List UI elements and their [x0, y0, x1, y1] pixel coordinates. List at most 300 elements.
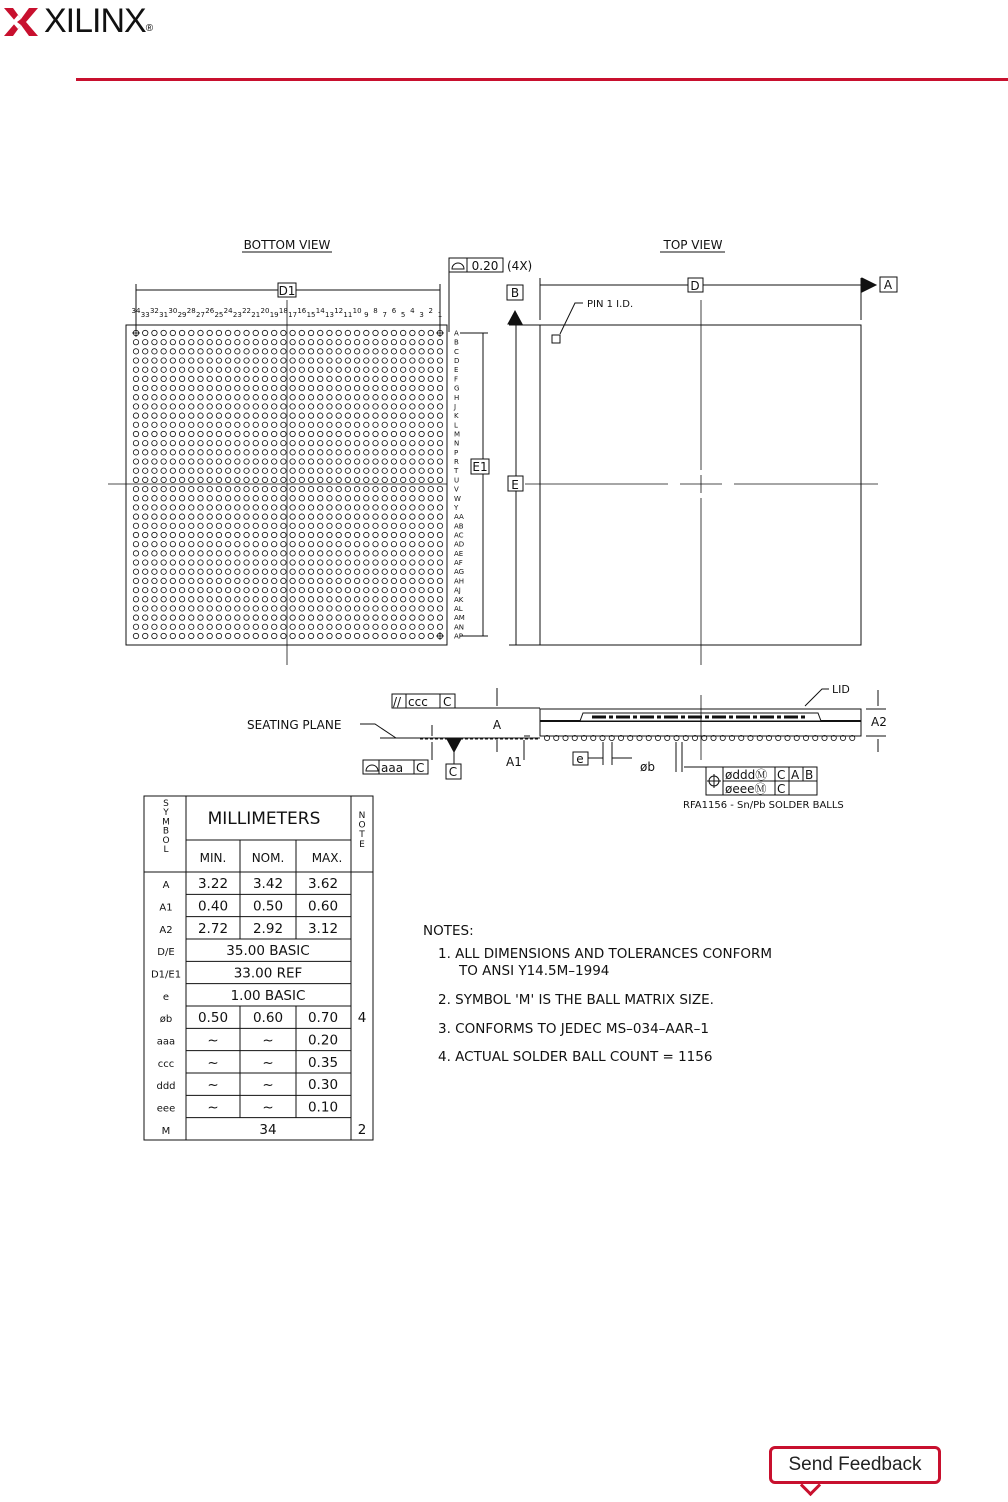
solder-ball: [400, 349, 405, 354]
solder-ball: [364, 514, 369, 519]
solder-ball: [428, 459, 433, 464]
solder-ball: [290, 505, 295, 510]
solder-ball: [382, 385, 387, 390]
solder-ball: [437, 496, 442, 501]
solder-ball: [437, 560, 442, 565]
solder-ball: [336, 532, 341, 537]
solder-ball: [345, 551, 350, 556]
solder-ball: [354, 431, 359, 436]
solder-ball: [244, 496, 249, 501]
solder-ball: [170, 587, 175, 592]
svg-text:S: S: [163, 799, 169, 809]
solder-ball: [345, 514, 350, 519]
solder-ball: [419, 440, 424, 445]
solder-ball: [179, 395, 184, 400]
solder-ball: [216, 615, 221, 620]
solder-ball: [179, 514, 184, 519]
solder-ball: [299, 505, 304, 510]
solder-ball: [308, 367, 313, 372]
row-letter: AK: [454, 595, 464, 604]
solder-ball: [225, 532, 230, 537]
solder-ball: [253, 339, 258, 344]
solder-ball: [179, 349, 184, 354]
solder-ball: [345, 422, 350, 427]
solder-ball: [308, 560, 313, 565]
solder-ball: [419, 541, 424, 546]
row-letter: N: [454, 439, 460, 448]
solder-ball: [189, 339, 194, 344]
solder-ball: [299, 523, 304, 528]
solder-ball: [382, 541, 387, 546]
solder-ball: [133, 569, 138, 574]
solder-ball: [428, 349, 433, 354]
solder-ball: [318, 606, 323, 611]
row-nom: ~: [262, 1077, 274, 1094]
solder-ball: [345, 560, 350, 565]
solder-ball: [170, 358, 175, 363]
solder-ball: [133, 431, 138, 436]
solder-ball: [354, 450, 359, 455]
column-number: 34: [131, 307, 141, 315]
solder-ball: [179, 440, 184, 445]
dim-a1-label: A1: [506, 755, 522, 769]
solder-ball: [262, 523, 267, 528]
row-letter: A: [454, 329, 459, 338]
solder-ball: [391, 349, 396, 354]
solder-ball: [133, 358, 138, 363]
solder-ball: [189, 532, 194, 537]
solder-ball: [299, 486, 304, 491]
solder-ball: [382, 330, 387, 335]
solder-ball: [179, 376, 184, 381]
solder-ball: [428, 624, 433, 629]
solder-ball: [373, 496, 378, 501]
solder-ball: [428, 551, 433, 556]
solder-ball: [281, 440, 286, 445]
solder-ball: [170, 505, 175, 510]
solder-ball: [244, 505, 249, 510]
column-number: 19: [269, 311, 279, 319]
solder-ball: [198, 597, 203, 602]
solder-ball: [161, 477, 166, 482]
solder-ball: [400, 541, 405, 546]
solder-ball: [354, 633, 359, 638]
solder-ball: [253, 459, 258, 464]
solder-ball: [382, 422, 387, 427]
solder-ball: [382, 569, 387, 574]
solder-ball: [400, 413, 405, 418]
solder-ball: [364, 606, 369, 611]
solder-ball: [161, 615, 166, 620]
solder-ball: [253, 404, 258, 409]
solder-ball: [391, 560, 396, 565]
solder-ball: [354, 597, 359, 602]
solder-ball: [170, 422, 175, 427]
solder-ball: [152, 459, 157, 464]
solder-ball: [152, 404, 157, 409]
solder-ball: [152, 349, 157, 354]
solder-ball: [271, 496, 276, 501]
solder-ball: [271, 569, 276, 574]
column-number: 23: [232, 311, 242, 319]
solder-ball: [281, 505, 286, 510]
solder-ball: [428, 532, 433, 537]
solder-ball: [143, 477, 148, 482]
solder-ball: [400, 468, 405, 473]
solder-ball: [216, 339, 221, 344]
solder-ball: [327, 413, 332, 418]
table-row: [163, 988, 351, 1006]
solder-ball: [207, 615, 212, 620]
solder-ball: [179, 404, 184, 409]
solder-ball: [133, 459, 138, 464]
solder-ball: [336, 624, 341, 629]
table-row: [158, 1051, 351, 1073]
solder-ball: [354, 523, 359, 528]
solder-ball: [437, 468, 442, 473]
solder-ball: [235, 505, 240, 510]
solder-ball: [253, 578, 258, 583]
solder-ball: [207, 395, 212, 400]
solder-ball: [179, 532, 184, 537]
solder-ball: [133, 523, 138, 528]
solder-ball: [189, 468, 194, 473]
solder-ball: [354, 349, 359, 354]
solder-ball: [281, 477, 286, 482]
solder-ball: [170, 569, 175, 574]
solder-ball: [244, 569, 249, 574]
solder-ball: [225, 569, 230, 574]
solder-ball: [419, 339, 424, 344]
solder-ball: [152, 615, 157, 620]
column-number: 13: [324, 311, 334, 319]
datum-c-label: C: [448, 765, 458, 779]
solder-ball: [207, 551, 212, 556]
solder-ball: [253, 486, 258, 491]
solder-ball: [262, 532, 267, 537]
solder-ball: [179, 422, 184, 427]
solder-ball: [327, 541, 332, 546]
solder-ball: [299, 404, 304, 409]
solder-ball: [327, 385, 332, 390]
row-min: 2.72: [197, 920, 229, 937]
solder-ball: [179, 633, 184, 638]
solder-ball: [410, 477, 415, 482]
row-min: 0.40: [197, 898, 229, 915]
solder-ball: [161, 395, 166, 400]
solder-ball: [308, 395, 313, 400]
row-min: ~: [207, 1032, 219, 1049]
solder-ball: [189, 330, 194, 335]
solder-ball: [336, 404, 341, 409]
solder-ball: [364, 422, 369, 427]
table-row: [160, 1006, 367, 1028]
solder-ball: [235, 578, 240, 583]
solder-ball: [382, 523, 387, 528]
solder-ball: [235, 468, 240, 473]
solder-ball: [152, 505, 157, 510]
row-letter: Y: [454, 503, 459, 512]
solder-ball: [354, 560, 359, 565]
solder-ball: [336, 459, 341, 464]
solder-ball: [179, 330, 184, 335]
solder-ball: [152, 367, 157, 372]
svg-text:T: T: [359, 830, 365, 841]
solder-ball: [345, 477, 350, 482]
solder-ball: [170, 459, 175, 464]
solder-ball: [262, 440, 267, 445]
solder-ball: [235, 560, 240, 565]
solder-ball: [308, 431, 313, 436]
solder-ball: [382, 450, 387, 455]
solder-ball: [318, 349, 323, 354]
solder-ball: [290, 385, 295, 390]
solder-ball: [143, 532, 148, 537]
solder-ball: [133, 367, 138, 372]
solder-ball: [318, 468, 323, 473]
solder-ball: [428, 450, 433, 455]
solder-ball: [253, 615, 258, 620]
solder-ball: [345, 597, 350, 602]
solder-ball: [271, 431, 276, 436]
solder-ball: [410, 486, 415, 491]
row-min: 0.50: [197, 1010, 229, 1027]
solder-ball: [382, 468, 387, 473]
solder-ball: [391, 496, 396, 501]
solder-ball: [327, 459, 332, 464]
solder-ball: [354, 468, 359, 473]
solder-ball: [364, 367, 369, 372]
solder-ball: [428, 395, 433, 400]
solder-ball: [345, 633, 350, 638]
solder-ball: [419, 385, 424, 390]
solder-ball: [143, 358, 148, 363]
solder-ball: [244, 413, 249, 418]
solder-ball: [216, 395, 221, 400]
solder-ball: [207, 569, 212, 574]
solder-ball: [253, 541, 258, 546]
solder-ball: [189, 440, 194, 445]
solder-ball: [437, 505, 442, 510]
solder-ball: [336, 477, 341, 482]
solder-ball: [253, 431, 258, 436]
solder-ball: [170, 431, 175, 436]
solder-ball: [152, 606, 157, 611]
solder-ball: [216, 624, 221, 629]
row-note: 4: [357, 1010, 367, 1027]
solder-ball: [382, 578, 387, 583]
solder-ball: [345, 615, 350, 620]
solder-ball: [318, 514, 323, 519]
solder-ball: [437, 339, 442, 344]
max-header: MAX.: [311, 851, 343, 865]
solder-ball: [161, 505, 166, 510]
solder-ball: [308, 615, 313, 620]
solder-ball: [400, 459, 405, 464]
solder-ball: [290, 560, 295, 565]
solder-ball: [207, 440, 212, 445]
solder-ball: [133, 615, 138, 620]
solder-ball: [437, 422, 442, 427]
solder-ball: [143, 413, 148, 418]
row-nom: ~: [262, 1099, 274, 1116]
solder-ball: [327, 597, 332, 602]
row-value: 34: [259, 1121, 277, 1138]
row-nom: 2.92: [252, 920, 284, 937]
solder-ball: [235, 431, 240, 436]
solder-ball: [271, 395, 276, 400]
solder-ball: [327, 477, 332, 482]
solder-ball: [391, 413, 396, 418]
solder-ball: [170, 440, 175, 445]
solder-ball: [235, 349, 240, 354]
solder-ball: [299, 330, 304, 335]
solder-ball: [299, 440, 304, 445]
solder-ball: [364, 541, 369, 546]
solder-ball: [391, 606, 396, 611]
solder-ball: [179, 367, 184, 372]
solder-ball: [225, 541, 230, 546]
solder-ball: [152, 330, 157, 335]
solder-ball: [216, 376, 221, 381]
solder-ball: [281, 413, 286, 418]
solder-ball: [244, 450, 249, 455]
solder-ball: [161, 633, 166, 638]
solder-ball: [170, 376, 175, 381]
solder-ball: [189, 486, 194, 491]
solder-ball: [143, 431, 148, 436]
solder-ball: [419, 330, 424, 335]
solder-ball: [161, 339, 166, 344]
solder-ball: [170, 367, 175, 372]
solder-ball: [354, 486, 359, 491]
solder-ball: [364, 578, 369, 583]
solder-ball: [391, 477, 396, 482]
solder-ball: [143, 440, 148, 445]
solder-ball: [336, 468, 341, 473]
solder-ball: [327, 578, 332, 583]
solder-ball: [400, 551, 405, 556]
row-letter: R: [454, 458, 459, 467]
solder-ball: [345, 431, 350, 436]
solder-ball: [391, 358, 396, 363]
solder-ball: [391, 459, 396, 464]
solder-ball: [437, 551, 442, 556]
row-min: ~: [207, 1054, 219, 1071]
solder-ball: [382, 413, 387, 418]
solder-ball: [308, 597, 313, 602]
solder-ball: [364, 597, 369, 602]
solder-ball: [281, 496, 286, 501]
solder-ball: [290, 578, 295, 583]
solder-ball: [253, 597, 258, 602]
row-letter: AE: [454, 549, 464, 558]
solder-ball: [327, 422, 332, 427]
solder-ball: [382, 615, 387, 620]
solder-ball: [437, 367, 442, 372]
solder-ball: [290, 413, 295, 418]
solder-ball: [419, 477, 424, 482]
solder-ball: [345, 606, 350, 611]
solder-ball: [318, 450, 323, 455]
solder-ball: [299, 532, 304, 537]
svg-text:B: B: [162, 826, 170, 837]
solder-ball: [161, 404, 166, 409]
solder-ball: [143, 496, 148, 501]
solder-ball: [244, 523, 249, 528]
solder-ball: [290, 468, 295, 473]
solder-ball: [318, 624, 323, 629]
column-number: 26: [205, 307, 215, 315]
solder-ball: [170, 532, 175, 537]
row-max: 0.70: [307, 1010, 339, 1027]
solder-ball: [318, 413, 323, 418]
solder-ball: [179, 606, 184, 611]
solder-ball: [262, 606, 267, 611]
solder-ball: [244, 541, 249, 546]
row-nom: 0.60: [252, 1010, 284, 1027]
solder-ball: [253, 468, 258, 473]
solder-ball: [198, 404, 203, 409]
solder-ball: [336, 367, 341, 372]
solder-ball: [253, 422, 258, 427]
solder-ball: [336, 560, 341, 565]
column-number: 1: [437, 311, 443, 319]
solder-ball: [318, 569, 323, 574]
solder-ball: [382, 367, 387, 372]
solder-ball: [400, 532, 405, 537]
solder-ball: [318, 358, 323, 363]
solder-ball: [225, 615, 230, 620]
solder-ball: [244, 624, 249, 629]
solder-ball: [253, 385, 258, 390]
solder-ball: [290, 376, 295, 381]
row-max: 0.35: [307, 1054, 339, 1071]
row-letter: AC: [454, 531, 464, 540]
solder-ball: [318, 532, 323, 537]
solder-ball: [281, 560, 286, 565]
send-feedback-button[interactable]: Send Feedback: [769, 1446, 941, 1484]
solder-ball: [345, 486, 350, 491]
solder-ball: [308, 358, 313, 363]
solder-ball: [170, 477, 175, 482]
solder-ball: [179, 505, 184, 510]
note-header: [358, 811, 365, 850]
solder-ball: [152, 486, 157, 491]
row-letter: AB: [454, 522, 464, 531]
solder-ball: [225, 339, 230, 344]
solder-ball: [253, 496, 258, 501]
solder-ball: [179, 541, 184, 546]
solder-ball: [244, 468, 249, 473]
solder-ball: [207, 422, 212, 427]
solder-ball: [244, 367, 249, 372]
column-number: 32: [149, 307, 159, 315]
solder-ball: [207, 514, 212, 519]
solder-ball: [299, 431, 304, 436]
solder-ball: [308, 459, 313, 464]
solder-ball: [207, 349, 212, 354]
solder-ball: [428, 367, 433, 372]
solder-ball: [373, 587, 378, 592]
solder-ball: [179, 459, 184, 464]
solder-ball: [271, 367, 276, 372]
solder-ball: [207, 532, 212, 537]
dim-e-label: E: [511, 478, 519, 492]
solder-ball: [410, 532, 415, 537]
solder-ball: [345, 578, 350, 583]
solder-ball: [391, 468, 396, 473]
